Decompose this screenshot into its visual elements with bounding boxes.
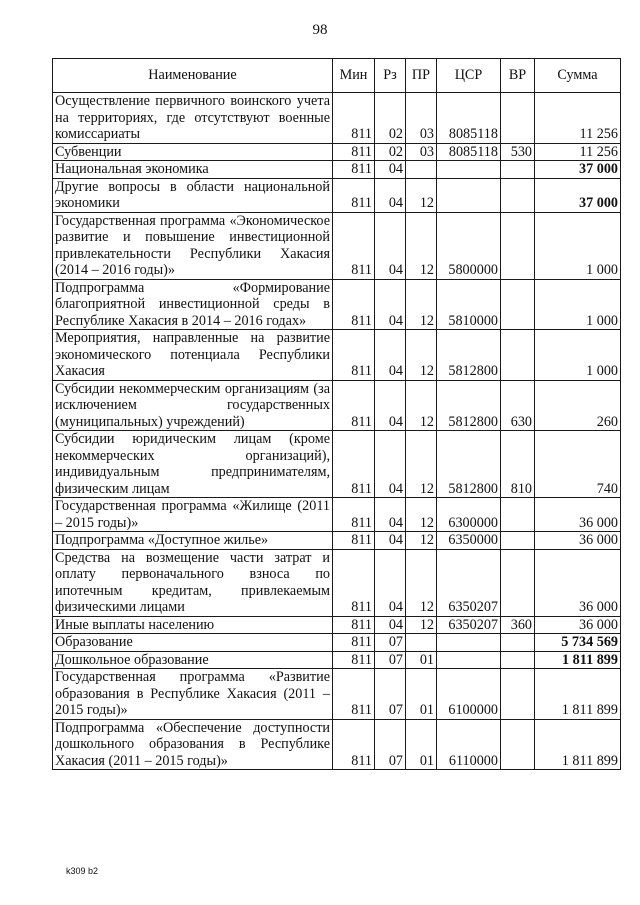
cell-pr: 12 [406,330,437,381]
cell-csr [437,651,501,669]
cell-sum: 36 000 [535,498,621,532]
cell-csr: 8085118 [437,143,501,161]
table-row [53,178,621,212]
cell-rz: 04 [375,498,406,532]
cell-csr [437,634,501,652]
cell-sum: 36 000 [535,616,621,634]
cell-vr [501,178,535,212]
cell-min: 811 [333,532,375,550]
table-row [53,616,621,634]
cell-min: 811 [333,212,375,279]
cell-pr: 12 [406,178,437,212]
cell-rz: 04 [375,161,406,179]
cell-min: 811 [333,143,375,161]
cell-vr [501,549,535,616]
cell-csr: 6350207 [437,616,501,634]
cell-pr: 12 [406,616,437,634]
cell-csr: 8085118 [437,93,501,144]
cell-pr: 12 [406,532,437,550]
cell-vr [501,532,535,550]
cell-name: Другие вопросы в области национальной экономики [53,178,333,212]
cell-csr: 5812800 [437,380,501,431]
table-body [53,93,621,770]
cell-rz: 04 [375,279,406,330]
cell-name: Государственная программа «Развитие образования в Республике Хакасия (2011 – 2015 годы)» [53,669,333,720]
cell-min: 811 [333,616,375,634]
column-header-pr: ПР [406,59,437,93]
cell-min: 811 [333,178,375,212]
cell-rz: 04 [375,532,406,550]
column-header-min: Мин [333,59,375,93]
cell-rz: 04 [375,212,406,279]
cell-min: 811 [333,651,375,669]
cell-name: Подпрограмма «Доступное жилье» [53,532,333,550]
cell-sum: 37 000 [535,178,621,212]
cell-min: 811 [333,93,375,144]
cell-csr: 5800000 [437,212,501,279]
cell-sum: 11 256 [535,143,621,161]
cell-min: 811 [333,719,375,770]
cell-vr [501,161,535,179]
cell-min: 811 [333,669,375,720]
cell-min: 811 [333,161,375,179]
cell-pr: 12 [406,380,437,431]
cell-sum: 1 811 899 [535,651,621,669]
cell-pr: 12 [406,212,437,279]
cell-sum: 1 000 [535,330,621,381]
table-row [53,143,621,161]
cell-min: 811 [333,634,375,652]
cell-vr [501,279,535,330]
footer-code: k309 b2 [66,866,99,876]
cell-name: Субсидии некоммерческим организациям (за исключением государственных (муниципальных) учреждений) [53,380,333,431]
cell-name: Субсидии юридическим лицам (кроме некоммерческих организаций), индивидуальным предпринимателям, физическим лицам [53,431,333,498]
cell-csr: 6300000 [437,498,501,532]
column-header-csr: ЦСР [437,59,501,93]
table-row [53,161,621,179]
cell-rz: 07 [375,669,406,720]
cell-vr: 630 [501,380,535,431]
table-row [53,634,621,652]
cell-rz: 04 [375,549,406,616]
cell-csr: 6100000 [437,669,501,720]
column-header-rz: Рз [375,59,406,93]
column-header-vr: ВР [501,59,535,93]
cell-min: 811 [333,279,375,330]
cell-pr [406,634,437,652]
cell-name: Подпрограмма «Обеспечение доступности дошкольного образования в Республике Хакасия (2011 – 2015 годы)» [53,719,333,770]
cell-sum: 1 000 [535,212,621,279]
cell-pr: 12 [406,279,437,330]
table-header-row [53,59,621,93]
cell-name: Осуществление первичного воинского учета на территориях, где отсутствуют военные комиссариаты [53,93,333,144]
cell-pr: 01 [406,651,437,669]
cell-rz: 02 [375,93,406,144]
cell-csr: 5812800 [437,431,501,498]
cell-csr [437,178,501,212]
cell-rz: 07 [375,719,406,770]
column-header-name: Наименование [53,59,333,93]
column-header-sum: Сумма [535,59,621,93]
cell-vr [501,330,535,381]
cell-csr: 6350000 [437,532,501,550]
table-row [53,532,621,550]
cell-csr: 6110000 [437,719,501,770]
page-number: 98 [312,22,328,38]
cell-vr: 530 [501,143,535,161]
cell-sum: 37 000 [535,161,621,179]
table-row [53,719,621,770]
cell-name: Иные выплаты населению [53,616,333,634]
cell-pr: 12 [406,498,437,532]
table-row [53,212,621,279]
cell-pr: 03 [406,93,437,144]
cell-vr: 360 [501,616,535,634]
table-row [53,380,621,431]
cell-pr [406,161,437,179]
cell-name: Образование [53,634,333,652]
cell-rz: 07 [375,634,406,652]
cell-rz: 07 [375,651,406,669]
cell-min: 811 [333,549,375,616]
cell-rz: 04 [375,178,406,212]
table-row [53,330,621,381]
cell-rz: 04 [375,330,406,381]
cell-name: Дошкольное образование [53,651,333,669]
table-row [53,498,621,532]
cell-pr: 01 [406,719,437,770]
cell-name: Подпрограмма «Формирование благоприятной инвестиционной среды в Республике Хакасия в 2014 – 2016 годах» [53,279,333,330]
table-row [53,669,621,720]
cell-csr: 5810000 [437,279,501,330]
cell-csr: 5812800 [437,330,501,381]
cell-min: 811 [333,380,375,431]
cell-csr [437,161,501,179]
cell-vr [501,634,535,652]
cell-name: Государственная программа «Жилище (2011 – 2015 годы)» [53,498,333,532]
cell-vr [501,651,535,669]
table-row [53,279,621,330]
cell-vr [501,212,535,279]
cell-name: Национальная экономика [53,161,333,179]
cell-sum: 5 734 569 [535,634,621,652]
cell-csr: 6350207 [437,549,501,616]
table-row [53,651,621,669]
cell-rz: 04 [375,431,406,498]
cell-name: Средства на возмещение части затрат и оплату первоначального взноса по ипотечным кредитам, привлекаемым физическими лицами [53,549,333,616]
cell-pr: 12 [406,431,437,498]
cell-min: 811 [333,330,375,381]
cell-sum: 260 [535,380,621,431]
cell-name: Мероприятия, направленные на развитие экономического потенциала Республики Хакасия [53,330,333,381]
budget-table [52,58,621,770]
cell-name: Субвенции [53,143,333,161]
cell-sum: 1 811 899 [535,719,621,770]
cell-rz: 02 [375,143,406,161]
cell-pr: 01 [406,669,437,720]
cell-vr [501,498,535,532]
cell-pr: 03 [406,143,437,161]
cell-min: 811 [333,498,375,532]
cell-sum: 11 256 [535,93,621,144]
cell-pr: 12 [406,549,437,616]
table-row [53,549,621,616]
cell-sum: 740 [535,431,621,498]
cell-rz: 04 [375,380,406,431]
cell-sum: 36 000 [535,532,621,550]
cell-sum: 36 000 [535,549,621,616]
cell-vr [501,719,535,770]
cell-min: 811 [333,431,375,498]
table-row [53,431,621,498]
cell-name: Государственная программа «Экономическое развитие и повышение инвестиционной привлекательности Республики Хакасия (2014 – 2016 годы)» [53,212,333,279]
cell-vr [501,93,535,144]
cell-vr: 810 [501,431,535,498]
cell-sum: 1 000 [535,279,621,330]
cell-vr [501,669,535,720]
cell-rz: 04 [375,616,406,634]
table-row [53,93,621,144]
cell-sum: 1 811 899 [535,669,621,720]
